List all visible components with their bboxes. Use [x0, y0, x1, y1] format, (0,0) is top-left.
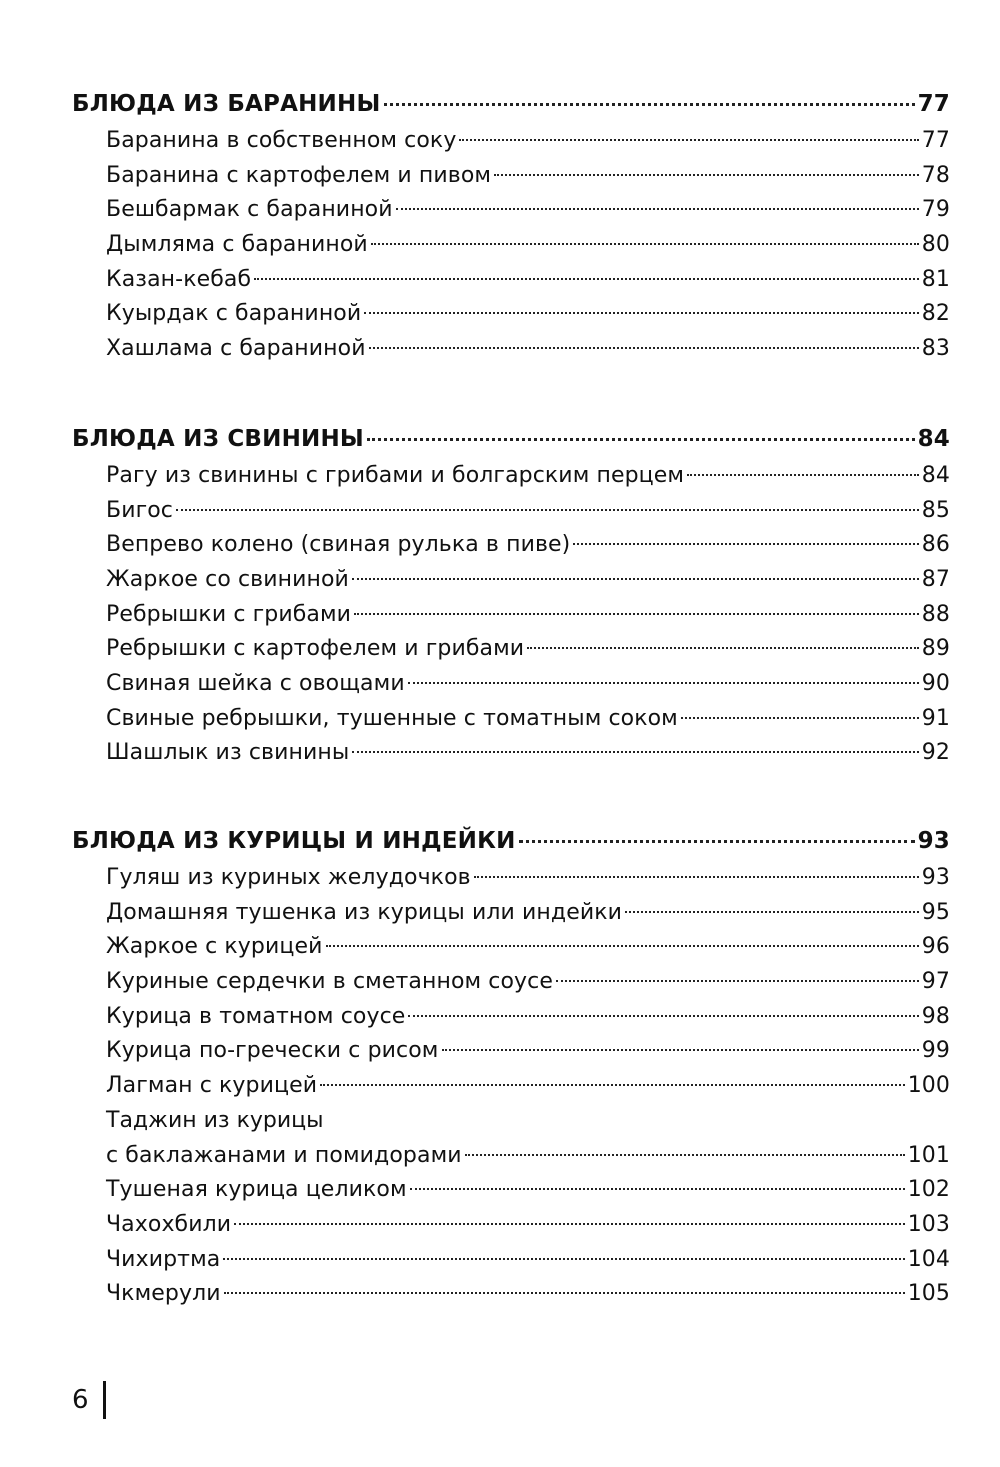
toc-entry-page-number: 95 [921, 899, 950, 925]
dot-leader [408, 1015, 918, 1017]
toc-entry-page-number: 81 [921, 266, 950, 292]
toc-entry-title: Рагу из свинины с грибами и болгарским перцем [106, 462, 685, 488]
toc-entry-title: Тушеная курица целиком [106, 1177, 407, 1203]
page-number: 6 [72, 1385, 89, 1415]
toc-section [72, 84, 950, 367]
toc-entry-page-number: 85 [921, 497, 950, 523]
toc-entry-page-number: 89 [921, 636, 950, 662]
toc-entry-title: Шашлык из свинины [106, 740, 350, 766]
dot-leader [474, 876, 919, 878]
toc-entry [72, 297, 950, 332]
section-heading [72, 821, 950, 861]
dot-leader [625, 911, 919, 913]
dot-leader [687, 474, 919, 476]
dot-leader [352, 751, 918, 753]
toc-entry-title: Чихиртма [106, 1246, 221, 1272]
toc-entry-page-number: 84 [921, 462, 950, 488]
dot-leader [371, 243, 919, 245]
toc-entry-page-number: 91 [921, 705, 950, 731]
section-page-number: 84 [917, 425, 950, 452]
toc-entry-title: Домашняя тушенка из курицы или индейки [106, 899, 623, 925]
toc-entry [72, 528, 950, 563]
toc-entry-page-number: 78 [921, 162, 950, 188]
toc-entry-title: Казан-кебаб [106, 266, 252, 292]
toc-entry-title: Ребрышки с картофелем и грибами [106, 636, 525, 662]
toc-entry [72, 1173, 950, 1208]
page-number-footer [72, 1378, 106, 1422]
toc-entry [72, 159, 950, 194]
toc-entry-title: Лагман с курицей [106, 1073, 318, 1099]
toc-entry-title: Ребрышки с грибами [106, 601, 352, 627]
dot-leader [367, 438, 915, 441]
toc-entry [72, 930, 950, 965]
toc-section [72, 419, 950, 771]
toc-entry-title: Вепрево колено (свиная рулька в пиве) [106, 532, 571, 558]
toc-entry [72, 1069, 950, 1104]
toc-entry-title: Жаркое с курицей [106, 934, 323, 960]
section-page-number: 77 [917, 91, 950, 117]
dot-leader [320, 1084, 905, 1086]
dot-leader [352, 578, 919, 580]
dot-leader [326, 945, 919, 947]
section-page-number: 93 [917, 828, 950, 854]
toc-entry [72, 332, 950, 367]
toc-entry-page-number: 86 [921, 532, 950, 558]
toc-entry-title: Чахохбили [106, 1211, 232, 1237]
dot-leader [465, 1154, 905, 1156]
folio-divider [103, 1381, 106, 1419]
toc-entry [72, 494, 950, 529]
toc-entry-title: Чкмерули [106, 1281, 221, 1307]
toc-entry-page-number: 90 [921, 670, 950, 696]
toc-entry [72, 1243, 950, 1278]
section-title: БЛЮДА ИЗ КУРИЦЫ И ИНДЕЙКИ [72, 828, 516, 854]
dot-leader [408, 682, 919, 684]
toc-entry-title: Курица в томатном соусе [106, 1003, 406, 1029]
dot-leader [234, 1223, 905, 1225]
toc-entry-title: Куырдак с бараниной [106, 301, 362, 327]
dot-leader [527, 647, 919, 649]
toc-entry [72, 459, 950, 494]
toc-entry-page-number: 77 [921, 128, 950, 153]
toc-entry-title: Баранина в собственном соку [106, 128, 457, 153]
toc-entry [72, 632, 950, 667]
toc-entry-title: Дымляма с бараниной [106, 232, 368, 258]
toc-entry-page-number: 92 [921, 740, 950, 766]
dot-leader [442, 1049, 919, 1051]
toc-entry-page-number: 100 [907, 1073, 950, 1099]
dot-leader [254, 278, 919, 280]
toc-entry-title: Курица по-гречески с рисом [106, 1038, 439, 1064]
toc-entry-title-line1: Таджин из курицы [106, 1107, 324, 1133]
toc-entry-title: Гуляш из куриных желудочков [106, 865, 471, 890]
toc-entry-page-number: 99 [921, 1038, 950, 1064]
dot-leader [364, 312, 919, 314]
toc-entry-page-number: 101 [907, 1142, 950, 1168]
toc-entry [72, 228, 950, 263]
toc-entry-title: Свиная шейка с овощами [106, 670, 405, 696]
toc-entry-page-number: 79 [921, 197, 950, 223]
toc-entry-title: Бешбармак с бараниной [106, 197, 393, 223]
toc-entry [72, 965, 950, 1000]
dot-leader [396, 208, 919, 210]
dot-leader [410, 1188, 905, 1190]
toc-entry-page-number: 105 [907, 1281, 950, 1307]
toc-entry [72, 896, 950, 931]
toc-entry-page-number: 104 [907, 1246, 950, 1272]
dot-leader [384, 103, 915, 106]
toc-entry [72, 861, 950, 896]
toc-entry [72, 1034, 950, 1069]
toc-entry [72, 598, 950, 633]
dot-leader [176, 509, 919, 511]
dot-leader [494, 174, 919, 176]
toc-entry-page-number: 93 [921, 865, 950, 890]
toc-entry [72, 736, 950, 771]
section-title: БЛЮДА ИЗ СВИНИНЫ [72, 425, 364, 452]
toc-entry [72, 563, 950, 598]
toc-entry-page-number: 98 [921, 1003, 950, 1029]
toc-entry-title: Баранина с картофелем и пивом [106, 162, 492, 188]
section-heading [72, 84, 950, 124]
table-of-contents [72, 84, 950, 1364]
dot-leader [519, 840, 915, 843]
section-title: БЛЮДА ИЗ БАРАНИНЫ [72, 91, 381, 117]
toc-entry-page-number: 83 [921, 336, 950, 362]
toc-entry-title: Куриные сердечки в сметанном соусе [106, 969, 554, 995]
dot-leader [223, 1258, 904, 1260]
toc-entry-title: Бигос [106, 497, 174, 523]
dot-leader [459, 139, 918, 141]
toc-entry-title: Жаркое со свининой [106, 566, 349, 592]
toc-entry-title: Хашлама с бараниной [106, 336, 366, 362]
toc-entry [72, 1277, 950, 1312]
toc-entry [72, 124, 950, 159]
toc-entry-page-number: 88 [921, 601, 950, 627]
toc-entry-page-number: 82 [921, 301, 950, 327]
toc-entry [72, 702, 950, 737]
toc-entry [72, 263, 950, 298]
toc-entry-title: с баклажанами и помидорами [106, 1142, 462, 1168]
toc-entry [72, 1139, 950, 1174]
dot-leader [354, 613, 919, 615]
toc-entry [72, 193, 950, 228]
section-heading [72, 419, 950, 459]
toc-entry-title: Свиные ребрышки, тушенные с томатным соком [106, 705, 678, 731]
dot-leader [224, 1292, 905, 1294]
toc-entry [72, 1000, 950, 1035]
toc-entry-page-number: 96 [921, 934, 950, 960]
toc-entry-page-number: 80 [921, 232, 950, 258]
toc-entry [72, 667, 950, 702]
toc-section [72, 821, 950, 1312]
toc-entry-page-number: 87 [921, 566, 950, 592]
toc-entry [72, 1208, 950, 1243]
dot-leader [681, 717, 919, 719]
toc-entry-page-number: 103 [907, 1211, 950, 1237]
dot-leader [369, 347, 919, 349]
dot-leader [573, 543, 918, 545]
dot-leader [556, 980, 919, 982]
toc-entry-page-number: 97 [921, 969, 950, 995]
toc-entry-page-number: 102 [907, 1177, 950, 1203]
